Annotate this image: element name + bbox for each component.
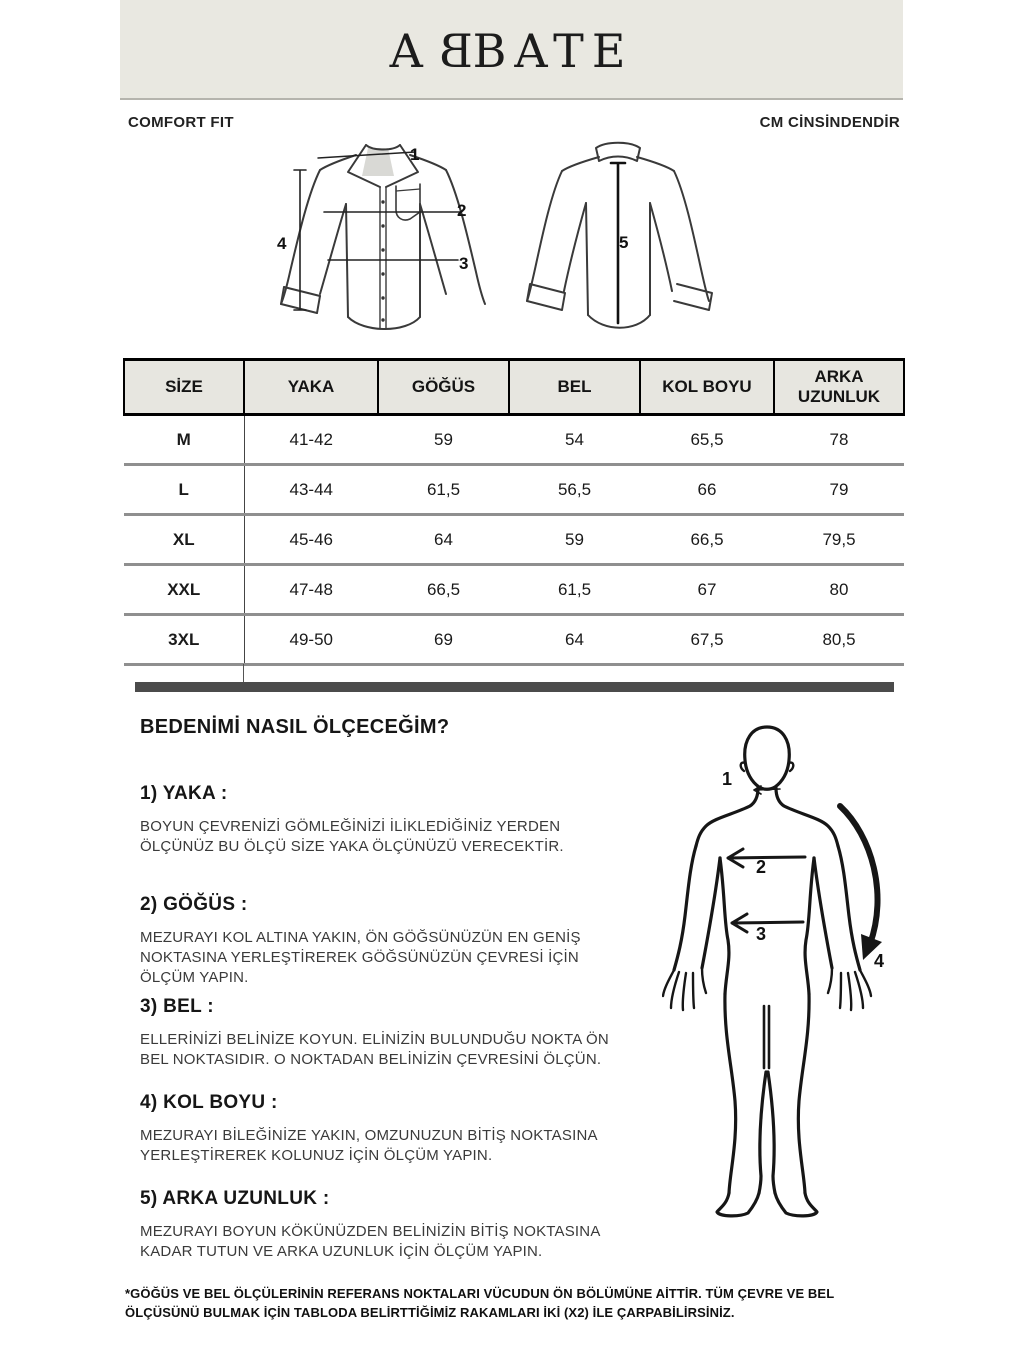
guide-section-gogus [140,894,610,988]
cell-size: M [124,415,244,465]
size-table [123,358,905,666]
cell-size: L [124,465,244,515]
header-band [120,0,903,100]
table-row-3xl [124,615,904,665]
cell-arka-uzunluk: 80,5 [774,615,904,665]
cell-size: XL [124,515,244,565]
table-row-xxl [124,565,904,615]
col-header-gogus: GÖĞÜS [378,360,509,415]
section-title: 2) GÖĞÜS : [140,894,248,915]
front-waist-number: 3 [459,254,469,273]
cell-arka-uzunluk: 78 [774,415,904,465]
table-row-l [124,465,904,515]
guide-section-yaka [140,783,610,857]
cell-yaka: 47-48 [244,565,378,615]
section-title: 1) YAKA : [140,783,228,804]
body-figure-drawing [662,716,957,1231]
col-header-size: SİZE [124,360,244,415]
cell-yaka: 49-50 [244,615,378,665]
figure-sleeve-number: 4 [874,951,885,971]
logo-letters: BATE [472,24,634,78]
shirt-front-drawing [268,142,500,347]
section-divider-bar [135,682,894,692]
section-body: BOYUN ÇEVRENİZİ GÖMLEĞİNİZİ İLİKLEDİĞİNİZ YERDEN ÖLÇÜNÜZ BU ÖLÇÜ SİZE YAKA ÖLÇÜNÜZÜ VERECEKTİR. [140,818,564,855]
cell-bel: 56,5 [509,465,640,515]
cell-gogus: 61,5 [378,465,509,515]
cell-kol-boyu: 67,5 [640,615,774,665]
front-collar-number: 1 [410,145,420,164]
section-title: 4) KOL BOYU : [140,1092,278,1113]
cell-yaka: 43-44 [244,465,378,515]
section-body: ELLERİNİZİ BELİNİZE KOYUN. ELİNİZİN BULUNDUĞU NOKTA ÖN BEL NOKTASIDIR. O NOKTADAN BELİNİZİN ÇEVRESİNİ ÖLÇÜN. [140,1031,609,1068]
size-table-header-row [124,360,904,415]
col-header-arka-uzunluk: ARKA UZUNLUK [774,360,904,415]
cell-bel: 61,5 [509,565,640,615]
cell-gogus: 66,5 [378,565,509,615]
cell-gogus: 69 [378,615,509,665]
back-length-number: 5 [619,233,629,252]
guide-section-bel [140,996,610,1070]
cell-arka-uzunluk: 79,5 [774,515,904,565]
shirt-back-drawing [520,139,715,347]
cell-kol-boyu: 65,5 [640,415,774,465]
cell-kol-boyu: 66,5 [640,515,774,565]
section-body: MEZURAYI BİLEĞİNİZE YAKIN, OMZUNUZUN BİTİŞ NOKTASINA YERLEŞTİREREK KOLUNUZ İÇİN ÖLÇÜM YAPIN. [140,1127,597,1164]
cell-kol-boyu: 67 [640,565,774,615]
table-column-divider [243,664,244,682]
table-row-xl [124,515,904,565]
cell-yaka: 41-42 [244,415,378,465]
brand-logo [120,0,903,102]
section-body: MEZURAYI BOYUN KÖKÜNÜZDEN BELİNİZİN BİTİŞ NOKTASINA KADAR TUTUN VE ARKA UZUNLUK İÇİN ÖLÇÜM YAPIN. [140,1223,600,1260]
unit-label: CM CİNSİNDENDİR [759,114,900,131]
figure-waist-number: 3 [756,924,767,944]
section-title: 3) BEL : [140,996,214,1017]
cell-size: 3XL [124,615,244,665]
table-row-m [124,415,904,465]
section-body: MEZURAYI KOL ALTINA YAKIN, ÖN GÖĞSÜNÜZÜN EN GENİŞ NOKTASINA YERLEŞTİREREK GÖĞSÜNÜZÜN ÇEVRESİ İÇİN ÖLÇÜM YAPIN. [140,929,581,986]
logo-letter: A [389,24,431,78]
cell-yaka: 45-46 [244,515,378,565]
cell-bel: 54 [509,415,640,465]
cell-gogus: 59 [378,415,509,465]
fit-label: COMFORT FIT [128,114,234,131]
section-title: 5) ARKA UZUNLUK : [140,1188,330,1209]
guide-section-kol-boyu [140,1092,610,1166]
guide-section-arka-uzunluk [140,1188,610,1262]
cell-bel: 59 [509,515,640,565]
cell-kol-boyu: 66 [640,465,774,515]
col-header-yaka: YAKA [244,360,378,415]
col-header-bel: BEL [509,360,640,415]
col-header-kol-boyu: KOL BOYU [640,360,774,415]
cell-bel: 64 [509,615,640,665]
cell-arka-uzunluk: 80 [774,565,904,615]
cell-size: XXL [124,565,244,615]
logo-mirrored-letter: B [430,24,473,78]
front-chest-number: 2 [457,201,467,220]
front-sleeve-number: 4 [277,234,287,253]
figure-neck-number: 1 [722,769,733,789]
guide-title: BEDENİMİ NASIL ÖLÇECEĞİM? [140,716,450,738]
cell-arka-uzunluk: 79 [774,465,904,515]
figure-chest-number: 2 [756,857,767,877]
cell-gogus: 64 [378,515,509,565]
footer-note: *GÖĞÜS VE BEL ÖLÇÜLERİNİN REFERANS NOKTALARI VÜCUDUN ÖN BÖLÜMÜNE AİTTİR. TÜM ÇEVRE VE BEL ÖLÇÜSÜNÜ BULMAK İÇİN TABLODA BELİRTTİĞİMİZ RAKAMLARI İKİ (X2) İLE ÇARPABİLİRSİNİZ. [125,1286,835,1320]
